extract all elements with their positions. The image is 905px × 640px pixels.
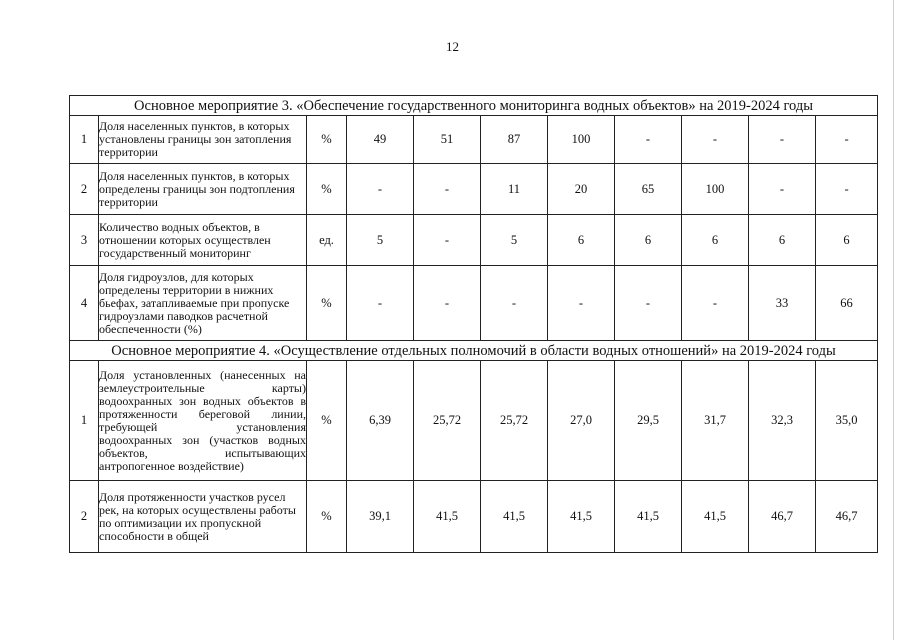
indicator-description: Доля населенных пунктов, в которых установлены границы зон затопления территории <box>99 116 307 164</box>
unit-cell: % <box>307 481 347 553</box>
row-number: 1 <box>70 116 99 164</box>
value-cell: 41,5 <box>682 481 749 553</box>
value-cell: - <box>414 164 481 215</box>
value-cell: - <box>682 116 749 164</box>
value-cell: 11 <box>481 164 548 215</box>
value-cell: 6 <box>816 215 878 266</box>
value-cell: 31,7 <box>682 361 749 481</box>
value-cell: 27,0 <box>548 361 615 481</box>
value-cell: 51 <box>414 116 481 164</box>
table-row <box>70 361 878 481</box>
value-cell: 41,5 <box>548 481 615 553</box>
table-row <box>70 266 878 341</box>
value-cell: 46,7 <box>816 481 878 553</box>
table-row <box>70 215 878 266</box>
row-number: 4 <box>70 266 99 341</box>
value-cell: 66 <box>816 266 878 341</box>
scan-edge-line <box>893 0 894 640</box>
row-number: 2 <box>70 481 99 553</box>
value-cell: - <box>414 266 481 341</box>
value-cell: - <box>816 116 878 164</box>
unit-cell: % <box>307 266 347 341</box>
unit-cell: % <box>307 116 347 164</box>
value-cell: - <box>347 164 414 215</box>
value-cell: - <box>749 164 816 215</box>
value-cell: 5 <box>347 215 414 266</box>
value-cell: 100 <box>682 164 749 215</box>
value-cell: 6 <box>682 215 749 266</box>
table-row <box>70 116 878 164</box>
section-header-row <box>70 341 878 361</box>
indicator-description: Количество водных объектов, в отношении которых осуществлен государственный мониторинг <box>99 215 307 266</box>
value-cell: 20 <box>548 164 615 215</box>
row-number: 3 <box>70 215 99 266</box>
table-row <box>70 481 878 553</box>
value-cell: 41,5 <box>615 481 682 553</box>
value-cell: 35,0 <box>816 361 878 481</box>
value-cell: 65 <box>615 164 682 215</box>
value-cell: 87 <box>481 116 548 164</box>
unit-cell: % <box>307 164 347 215</box>
value-cell: - <box>347 266 414 341</box>
value-cell: - <box>816 164 878 215</box>
value-cell: - <box>548 266 615 341</box>
indicator-description: Доля установленных (нанесенных на землеустроительные карты) водоохранных зон водных объектов в протяженности береговой линии, требующей установления водоохранных зон (участков водных объектов, испытывающих антропогенное воздействие) <box>99 361 307 481</box>
value-cell: 41,5 <box>481 481 548 553</box>
row-number: 1 <box>70 361 99 481</box>
value-cell: 46,7 <box>749 481 816 553</box>
indicator-description: Доля протяженности участков русел рек, на которых осуществлены работы по оптимизации их пропускной способности в общей <box>99 481 307 553</box>
value-cell: 6 <box>615 215 682 266</box>
value-cell: 29,5 <box>615 361 682 481</box>
value-cell: - <box>682 266 749 341</box>
value-cell: - <box>414 215 481 266</box>
value-cell: 6,39 <box>347 361 414 481</box>
table-row <box>70 164 878 215</box>
row-number: 2 <box>70 164 99 215</box>
value-cell: 25,72 <box>481 361 548 481</box>
value-cell: - <box>749 116 816 164</box>
section-title: Основное мероприятие 3. «Обеспечение государственного мониторинга водных объектов» на 2019-2024 годы <box>70 96 878 116</box>
value-cell: - <box>615 266 682 341</box>
value-cell: 5 <box>481 215 548 266</box>
indicators-table <box>69 95 878 553</box>
value-cell: 49 <box>347 116 414 164</box>
section-header-row <box>70 96 878 116</box>
unit-cell: ед. <box>307 215 347 266</box>
value-cell: 6 <box>548 215 615 266</box>
value-cell: - <box>481 266 548 341</box>
value-cell: 25,72 <box>414 361 481 481</box>
value-cell: 39,1 <box>347 481 414 553</box>
value-cell: 32,3 <box>749 361 816 481</box>
indicator-description: Доля гидроузлов, для которых определены территории в нижних бьефах, затапливаемые при пропуске гидроузлами паводков расчетной обеспеченности (%) <box>99 266 307 341</box>
value-cell: 33 <box>749 266 816 341</box>
value-cell: - <box>615 116 682 164</box>
unit-cell: % <box>307 361 347 481</box>
section-title: Основное мероприятие 4. «Осуществление отдельных полномочий в области водных отношений» на 2019-2024 годы <box>70 341 878 361</box>
indicator-description: Доля населенных пунктов, в которых определены границы зон подтопления территории <box>99 164 307 215</box>
value-cell: 100 <box>548 116 615 164</box>
page-number: 12 <box>446 39 459 54</box>
value-cell: 41,5 <box>414 481 481 553</box>
value-cell: 6 <box>749 215 816 266</box>
